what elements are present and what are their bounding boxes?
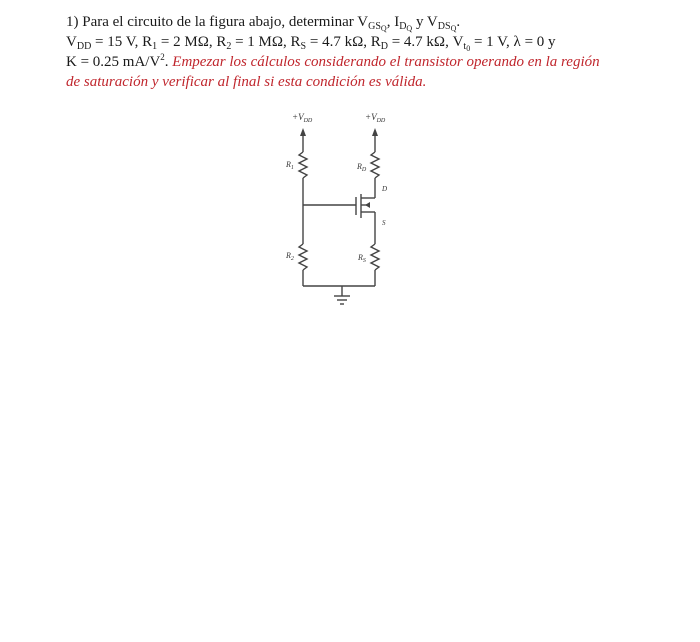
problem-statement xyxy=(66,12,626,92)
ground-icon xyxy=(334,296,350,304)
intro-text: 1) Para el circuito de la figura abajo, determinar V xyxy=(66,14,369,30)
mosfet-circuit-diagram xyxy=(258,108,408,315)
problem-title-line: 1) Para el circuito de la figura abajo, determinar $V_{GS_Q}$, $I_{D_Q}$ y $V_{DS_Q}$. xyxy=(66,14,461,33)
r1-resistor xyxy=(299,152,307,178)
source-label: S xyxy=(382,219,386,227)
arrow-up-icon-left xyxy=(300,128,306,136)
rs-label: $R_S$ xyxy=(358,253,366,264)
parameters-line: $V_{DD} = 15$ V, $R_1 = 2$ MΩ, $R_2 = 1$ MΩ, $R_S = 4.7$ kΩ, $R_D = 4.7$ kΩ, $V_{t_0} = 1$ V, λ = 0 y xyxy=(66,34,556,53)
drain-label: D xyxy=(382,185,388,193)
rd-label: $R_D$ xyxy=(357,162,367,173)
vgs-subscript: GS xyxy=(368,21,381,32)
vdd-label-left: $+V_{DD}$ xyxy=(292,112,313,124)
circuit-figure xyxy=(258,108,408,315)
id-subscript: D xyxy=(399,21,407,32)
vds-q-subscript: Q xyxy=(450,24,457,33)
rd-resistor xyxy=(371,152,379,178)
k-and-instruction-line: K = 0.25 $mA/V^2$. Empezar los cálculos considerando el transistor operando en la región xyxy=(66,52,600,70)
r2-label: $R_2$ xyxy=(286,251,294,262)
r2-resistor xyxy=(299,244,307,270)
id-q-subscript: Q xyxy=(406,24,413,33)
instruction-text-1: Empezar los cálculos considerando el transistor operando en la región xyxy=(168,54,600,70)
k-value: K = 0.25 mA/V xyxy=(66,54,161,70)
vdd-label-right: $+V_{DD}$ xyxy=(365,112,386,124)
vgs-q-subscript: Q xyxy=(380,24,387,33)
vds-subscript: DS xyxy=(437,21,451,32)
arrow-up-icon-right xyxy=(372,128,378,136)
source-arrow-icon xyxy=(365,202,370,208)
circuit-wires xyxy=(299,136,379,296)
r1-label: $R_1$ xyxy=(286,160,294,171)
instruction-text-2: de saturación y verificar al final si esta condición es válida. xyxy=(66,74,427,90)
rs-resistor xyxy=(371,244,379,270)
